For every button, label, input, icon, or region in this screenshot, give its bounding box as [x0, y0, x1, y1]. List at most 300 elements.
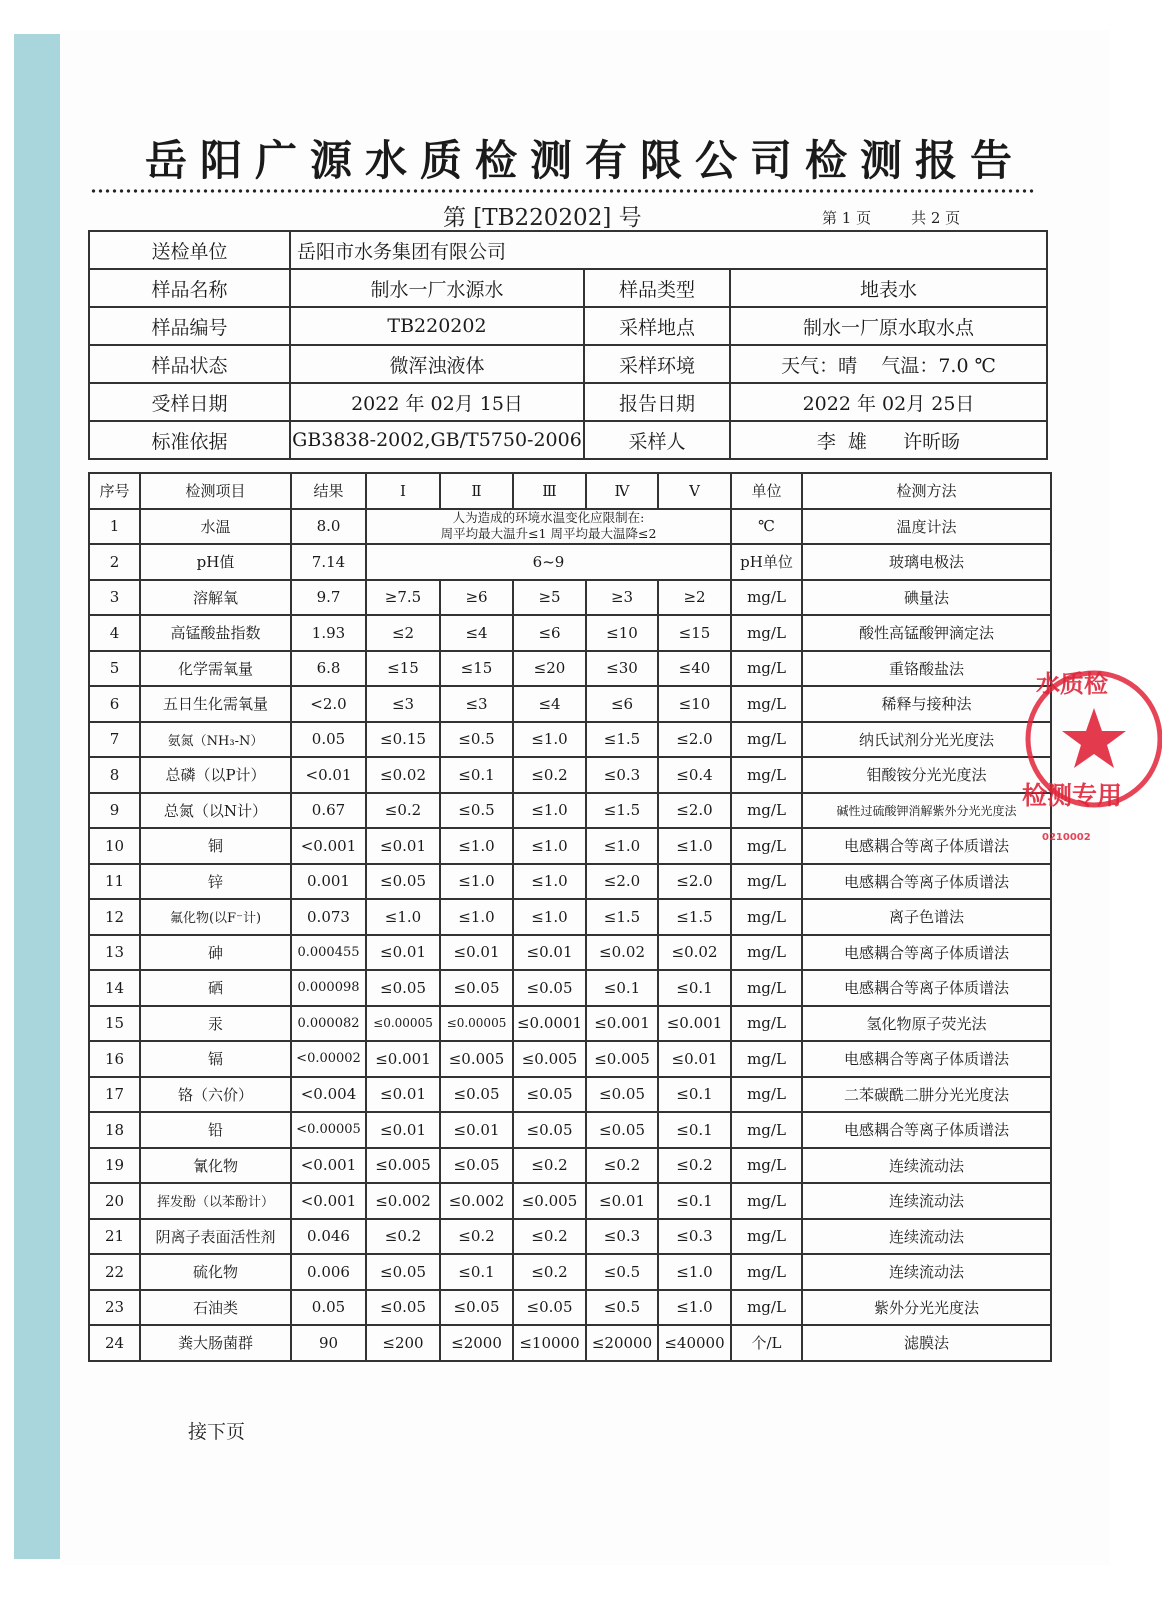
test-result: <0.00005 — [291, 1112, 366, 1148]
test-item: 五日生化需氧量 — [140, 686, 291, 722]
limit-class-1: ≤0.05 — [366, 1290, 440, 1326]
test-result: 0.006 — [291, 1254, 366, 1290]
unit: mg/L — [731, 864, 802, 900]
test-item: 粪大肠菌群 — [140, 1325, 291, 1361]
info-row — [89, 307, 1047, 345]
limit-class-2: ≤0.2 — [440, 1219, 513, 1255]
unit: mg/L — [731, 1006, 802, 1042]
limit-class-1: ≤0.01 — [366, 828, 440, 864]
test-item: 铅 — [140, 1112, 291, 1148]
row-number: 8 — [89, 757, 140, 793]
test-method: 电感耦合等离子体质谱法 — [802, 864, 1051, 900]
limit-class-1: ≤0.05 — [366, 1254, 440, 1290]
test-method: 电感耦合等离子体质谱法 — [802, 1041, 1051, 1077]
limit-class-1: ≤200 — [366, 1325, 440, 1361]
test-method: 纳氏试剂分光光度法 — [802, 722, 1051, 758]
test-result: <0.01 — [291, 757, 366, 793]
test-result: 0.05 — [291, 722, 366, 758]
unit: mg/L — [731, 1219, 802, 1255]
unit: mg/L — [731, 970, 802, 1006]
column-header: Ⅰ — [366, 473, 440, 509]
test-result: 0.073 — [291, 899, 366, 935]
limit-class-2: ≤0.05 — [440, 970, 513, 1006]
unit: mg/L — [731, 793, 802, 829]
scanner-edge-strip — [14, 34, 60, 1559]
table-row — [89, 1183, 1051, 1219]
unit: mg/L — [731, 1112, 802, 1148]
page-number: 第 1 页 — [822, 209, 872, 227]
limit-class-4: ≤0.2 — [586, 1148, 658, 1184]
column-header: Ⅲ — [513, 473, 586, 509]
test-item: 阴离子表面活性剂 — [140, 1219, 291, 1255]
limit-class-2: ≤4 — [440, 615, 513, 651]
limit-class-4: ≤0.005 — [586, 1041, 658, 1077]
limit-class-5: ≤1.0 — [658, 1290, 731, 1326]
table-row — [89, 793, 1051, 829]
info-label: 样品编号 — [89, 307, 290, 345]
limit-class-5: ≤0.01 — [658, 1041, 731, 1077]
info-row — [89, 269, 1047, 307]
limit-class-3: ≤1.0 — [513, 828, 586, 864]
limit-class-2: ≤2000 — [440, 1325, 513, 1361]
limit-class-2: ≤0.01 — [440, 935, 513, 971]
test-item: 氨氮（NH₃-N） — [140, 722, 291, 758]
test-item: 铬（六价） — [140, 1077, 291, 1113]
limit-class-2: ≤0.1 — [440, 1254, 513, 1290]
limit-class-4: ≤0.5 — [586, 1290, 658, 1326]
row-number: 16 — [89, 1041, 140, 1077]
test-method: 钼酸铵分光光度法 — [802, 757, 1051, 793]
limit-class-1: ≤0.2 — [366, 793, 440, 829]
page-total: 共 2 页 — [911, 209, 961, 227]
unit: mg/L — [731, 1077, 802, 1113]
limit-class-4: ≤0.01 — [586, 1183, 658, 1219]
test-item: 硫化物 — [140, 1254, 291, 1290]
test-method: 电感耦合等离子体质谱法 — [802, 935, 1051, 971]
test-method: 稀释与接种法 — [802, 686, 1051, 722]
limit-class-1: ≤0.00005 — [366, 1006, 440, 1042]
test-result: 0.67 — [291, 793, 366, 829]
info-label: 报告日期 — [584, 383, 730, 421]
info-value: 李 雄 许昕旸 — [730, 421, 1047, 459]
column-header: 序号 — [89, 473, 140, 509]
info-value: 微浑浊液体 — [290, 345, 584, 383]
table-row — [89, 828, 1051, 864]
test-result: 1.93 — [291, 615, 366, 651]
row-number: 17 — [89, 1077, 140, 1113]
row-number: 11 — [89, 864, 140, 900]
test-method: 玻璃电极法 — [802, 544, 1051, 580]
row-number: 2 — [89, 544, 140, 580]
limit-note — [366, 509, 731, 545]
limit-class-3: ≤0.05 — [513, 1290, 586, 1326]
info-label: 样品名称 — [89, 269, 290, 307]
limit-class-3: ≤0.01 — [513, 935, 586, 971]
limit-class-3: ≤0.0001 — [513, 1006, 586, 1042]
table-row — [89, 722, 1051, 758]
info-label: 采样环境 — [584, 345, 730, 383]
report-number: 第 [TB220202] 号 — [443, 205, 642, 231]
limit-class-5: ≤0.001 — [658, 1006, 731, 1042]
test-result: 0.000455 — [291, 935, 366, 971]
row-number: 6 — [89, 686, 140, 722]
limit-class-1: ≤3 — [366, 686, 440, 722]
limit-range: 6~9 — [366, 544, 731, 580]
limit-class-4: ≥3 — [586, 580, 658, 616]
limit-class-3: ≤1.0 — [513, 899, 586, 935]
test-item: 镉 — [140, 1041, 291, 1077]
limit-class-2: ≥6 — [440, 580, 513, 616]
test-result: 90 — [291, 1325, 366, 1361]
limit-class-1: ≤0.05 — [366, 970, 440, 1006]
row-number: 13 — [89, 935, 140, 971]
info-value: 2022 年 02月 15日 — [290, 383, 584, 421]
limit-class-1: ≤0.02 — [366, 757, 440, 793]
test-method: 氢化物原子荧光法 — [802, 1006, 1051, 1042]
limit-class-4: ≤30 — [586, 651, 658, 687]
limit-class-2: ≤1.0 — [440, 899, 513, 935]
table-row — [89, 1041, 1051, 1077]
limit-class-1: ≤0.01 — [366, 1077, 440, 1113]
limit-class-4: ≤0.05 — [586, 1112, 658, 1148]
table-row — [89, 686, 1051, 722]
unit: mg/L — [731, 615, 802, 651]
dotted-divider — [90, 188, 1035, 194]
table-row — [89, 1325, 1051, 1361]
row-number: 24 — [89, 1325, 140, 1361]
test-result: <0.00002 — [291, 1041, 366, 1077]
info-row — [89, 421, 1047, 459]
limit-class-5: ≤1.5 — [658, 899, 731, 935]
column-header: Ⅴ — [658, 473, 731, 509]
unit: mg/L — [731, 1290, 802, 1326]
test-result: 8.0 — [291, 509, 366, 545]
limit-class-4: ≤1.5 — [586, 793, 658, 829]
test-result: 0.000082 — [291, 1006, 366, 1042]
test-item: 总氮（以N计） — [140, 793, 291, 829]
info-value: 制水一厂原水取水点 — [730, 307, 1047, 345]
test-method: 连续流动法 — [802, 1219, 1051, 1255]
limit-class-5: ≤0.4 — [658, 757, 731, 793]
test-method: 酸性高锰酸钾滴定法 — [802, 615, 1051, 651]
limit-class-2: ≤0.1 — [440, 757, 513, 793]
limit-class-5: ≤0.02 — [658, 935, 731, 971]
continued-note: 接下页 — [188, 1421, 246, 1443]
limit-class-5: ≤1.0 — [658, 1254, 731, 1290]
limit-class-4: ≤1.0 — [586, 828, 658, 864]
limit-class-4: ≤0.05 — [586, 1077, 658, 1113]
info-value: 天气：晴 气温：7.0 ℃ — [730, 345, 1047, 383]
test-method: 连续流动法 — [802, 1148, 1051, 1184]
limit-class-5: ≤0.1 — [658, 1183, 731, 1219]
test-item: 硒 — [140, 970, 291, 1006]
row-number: 12 — [89, 899, 140, 935]
table-row — [89, 935, 1051, 971]
test-result: 7.14 — [291, 544, 366, 580]
limit-class-5: ≥2 — [658, 580, 731, 616]
results-table — [88, 472, 1052, 1362]
column-header: 检测方法 — [802, 473, 1051, 509]
limit-class-5: ≤0.3 — [658, 1219, 731, 1255]
unit: mg/L — [731, 580, 802, 616]
test-result: 6.8 — [291, 651, 366, 687]
row-number: 23 — [89, 1290, 140, 1326]
info-value: 地表水 — [730, 269, 1047, 307]
test-method: 碱性过硫酸钾消解紫外分光光度法 — [802, 793, 1051, 829]
limit-class-4: ≤0.02 — [586, 935, 658, 971]
limit-class-4: ≤0.3 — [586, 757, 658, 793]
test-result: 0.046 — [291, 1219, 366, 1255]
row-number: 1 — [89, 509, 140, 545]
limit-class-5: ≤15 — [658, 615, 731, 651]
seal-code: 0210002 — [1042, 832, 1091, 843]
limit-class-3: ≤6 — [513, 615, 586, 651]
info-value: 2022 年 02月 25日 — [730, 383, 1047, 421]
limit-class-3: ≤4 — [513, 686, 586, 722]
limit-class-2: ≤1.0 — [440, 864, 513, 900]
row-number: 3 — [89, 580, 140, 616]
row-number: 15 — [89, 1006, 140, 1042]
table-row — [89, 899, 1051, 935]
limit-class-1: ≤2 — [366, 615, 440, 651]
row-number: 7 — [89, 722, 140, 758]
official-seal — [1012, 632, 1162, 847]
limit-class-1: ≥7.5 — [366, 580, 440, 616]
limit-class-2: ≤3 — [440, 686, 513, 722]
test-result: 0.05 — [291, 1290, 366, 1326]
limit-class-1: ≤0.005 — [366, 1148, 440, 1184]
test-method: 滤膜法 — [802, 1325, 1051, 1361]
test-method: 重铬酸盐法 — [802, 651, 1051, 687]
limit-class-3: ≤0.2 — [513, 757, 586, 793]
test-result: 0.000098 — [291, 970, 366, 1006]
column-header: 结果 — [291, 473, 366, 509]
table-row — [89, 651, 1051, 687]
unit: mg/L — [731, 828, 802, 864]
info-value: TB220202 — [290, 307, 584, 345]
table-row — [89, 580, 1051, 616]
test-item: 汞 — [140, 1006, 291, 1042]
test-result: <0.001 — [291, 1183, 366, 1219]
test-item: 氰化物 — [140, 1148, 291, 1184]
test-method: 连续流动法 — [802, 1254, 1051, 1290]
row-number: 14 — [89, 970, 140, 1006]
limit-class-4: ≤20000 — [586, 1325, 658, 1361]
limit-class-2: ≤15 — [440, 651, 513, 687]
table-row — [89, 1077, 1051, 1113]
limit-class-5: ≤0.1 — [658, 970, 731, 1006]
row-number: 9 — [89, 793, 140, 829]
limit-class-2: ≤0.05 — [440, 1148, 513, 1184]
limit-class-2: ≤0.5 — [440, 793, 513, 829]
sample-info-table — [88, 230, 1048, 460]
test-result: <0.001 — [291, 828, 366, 864]
limit-class-4: ≤2.0 — [586, 864, 658, 900]
test-method: 电感耦合等离子体质谱法 — [802, 828, 1051, 864]
test-method: 二苯碳酰二肼分光光度法 — [802, 1077, 1051, 1113]
test-method: 电感耦合等离子体质谱法 — [802, 970, 1051, 1006]
limit-class-5: ≤2.0 — [658, 722, 731, 758]
limit-class-4: ≤6 — [586, 686, 658, 722]
column-header: 单位 — [731, 473, 802, 509]
unit: 个/L — [731, 1325, 802, 1361]
limit-class-3: ≤0.2 — [513, 1219, 586, 1255]
unit: mg/L — [731, 1148, 802, 1184]
limit-class-4: ≤10 — [586, 615, 658, 651]
test-result: <2.0 — [291, 686, 366, 722]
table-row — [89, 1006, 1051, 1042]
test-item: pH值 — [140, 544, 291, 580]
limit-class-2: ≤0.01 — [440, 1112, 513, 1148]
limit-class-5: ≤1.0 — [658, 828, 731, 864]
test-item: 溶解氧 — [140, 580, 291, 616]
test-method: 电感耦合等离子体质谱法 — [802, 1112, 1051, 1148]
limit-class-3: ≤1.0 — [513, 793, 586, 829]
table-row — [89, 970, 1051, 1006]
test-result: <0.001 — [291, 1148, 366, 1184]
info-label: 送检单位 — [89, 231, 290, 269]
row-number: 20 — [89, 1183, 140, 1219]
page-info — [822, 207, 960, 228]
limit-class-2: ≤0.00005 — [440, 1006, 513, 1042]
limit-class-3: ≥5 — [513, 580, 586, 616]
limit-class-5: ≤2.0 — [658, 864, 731, 900]
info-label: 受样日期 — [89, 383, 290, 421]
limit-class-1: ≤0.01 — [366, 935, 440, 971]
test-item: 总磷（以P计） — [140, 757, 291, 793]
test-item: 氟化物(以F⁻计) — [140, 899, 291, 935]
test-item: 砷 — [140, 935, 291, 971]
info-label: 采样地点 — [584, 307, 730, 345]
row-number: 22 — [89, 1254, 140, 1290]
limit-class-5: ≤0.1 — [658, 1077, 731, 1113]
row-number: 5 — [89, 651, 140, 687]
test-result: <0.004 — [291, 1077, 366, 1113]
limit-class-1: ≤0.001 — [366, 1041, 440, 1077]
info-row — [89, 383, 1047, 421]
test-item: 石油类 — [140, 1290, 291, 1326]
limit-class-2: ≤0.002 — [440, 1183, 513, 1219]
table-row — [89, 1148, 1051, 1184]
limit-class-3: ≤0.005 — [513, 1041, 586, 1077]
unit: mg/L — [731, 686, 802, 722]
limit-class-2: ≤0.5 — [440, 722, 513, 758]
limit-class-5: ≤40 — [658, 651, 731, 687]
test-method: 离子色谱法 — [802, 899, 1051, 935]
test-item: 高锰酸盐指数 — [140, 615, 291, 651]
limit-class-2: ≤1.0 — [440, 828, 513, 864]
unit: ℃ — [731, 509, 802, 545]
limit-class-3: ≤0.2 — [513, 1254, 586, 1290]
limit-class-4: ≤1.5 — [586, 899, 658, 935]
table-row — [89, 1219, 1051, 1255]
unit: pH单位 — [731, 544, 802, 580]
seal-star-icon — [1062, 708, 1126, 768]
limit-class-3: ≤20 — [513, 651, 586, 687]
unit: mg/L — [731, 899, 802, 935]
limit-class-4: ≤0.5 — [586, 1254, 658, 1290]
limit-class-1: ≤0.05 — [366, 864, 440, 900]
info-label: 采样人 — [584, 421, 730, 459]
limit-class-5: ≤0.2 — [658, 1148, 731, 1184]
test-method: 碘量法 — [802, 580, 1051, 616]
test-method: 紫外分光光度法 — [802, 1290, 1051, 1326]
limit-class-1: ≤0.2 — [366, 1219, 440, 1255]
info-row — [89, 231, 1047, 269]
limit-class-5: ≤0.1 — [658, 1112, 731, 1148]
table-row — [89, 864, 1051, 900]
table-row — [89, 1112, 1051, 1148]
limit-class-3: ≤0.05 — [513, 1077, 586, 1113]
info-label: 样品状态 — [89, 345, 290, 383]
unit: mg/L — [731, 935, 802, 971]
column-header: 检测项目 — [140, 473, 291, 509]
limit-class-1: ≤1.0 — [366, 899, 440, 935]
table-row — [89, 544, 1051, 580]
limit-class-1: ≤15 — [366, 651, 440, 687]
limit-note-line: 周平均最大温升≤1 周平均最大温降≤2 — [440, 526, 657, 542]
limit-class-5: ≤2.0 — [658, 793, 731, 829]
row-number: 19 — [89, 1148, 140, 1184]
limit-class-2: ≤0.05 — [440, 1290, 513, 1326]
limit-class-3: ≤0.05 — [513, 1112, 586, 1148]
column-header: Ⅱ — [440, 473, 513, 509]
test-item: 化学需氧量 — [140, 651, 291, 687]
table-row — [89, 757, 1051, 793]
limit-class-5: ≤40000 — [658, 1325, 731, 1361]
row-number: 21 — [89, 1219, 140, 1255]
limit-class-4: ≤1.5 — [586, 722, 658, 758]
table-row — [89, 1290, 1051, 1326]
limit-class-3: ≤0.005 — [513, 1183, 586, 1219]
limit-note-line: 人为造成的环境水温变化应限制在: — [452, 510, 645, 526]
unit: mg/L — [731, 722, 802, 758]
limit-class-4: ≤0.001 — [586, 1006, 658, 1042]
test-item: 水温 — [140, 509, 291, 545]
test-result: 9.7 — [291, 580, 366, 616]
limit-class-1: ≤0.002 — [366, 1183, 440, 1219]
limit-class-5: ≤10 — [658, 686, 731, 722]
limit-class-3: ≤1.0 — [513, 864, 586, 900]
unit: mg/L — [731, 1254, 802, 1290]
limit-class-4: ≤0.3 — [586, 1219, 658, 1255]
row-number: 4 — [89, 615, 140, 651]
test-item: 铜 — [140, 828, 291, 864]
info-value: 岳阳市水务集团有限公司 — [290, 231, 1047, 269]
limit-class-1: ≤0.15 — [366, 722, 440, 758]
table-row — [89, 1254, 1051, 1290]
limit-class-4: ≤0.1 — [586, 970, 658, 1006]
info-value: GB3838-2002,GB/T5750-2006 — [290, 421, 584, 459]
limit-class-3: ≤1.0 — [513, 722, 586, 758]
unit: mg/L — [731, 1041, 802, 1077]
test-item: 挥发酚（以苯酚计） — [140, 1183, 291, 1219]
limit-class-3: ≤0.05 — [513, 970, 586, 1006]
info-value: 制水一厂水源水 — [290, 269, 584, 307]
limit-class-3: ≤10000 — [513, 1325, 586, 1361]
test-method: 温度计法 — [802, 509, 1051, 545]
row-number: 10 — [89, 828, 140, 864]
seal-top-text: 水质检 — [1036, 670, 1108, 698]
test-item: 锌 — [140, 864, 291, 900]
limit-class-2: ≤0.005 — [440, 1041, 513, 1077]
row-number: 18 — [89, 1112, 140, 1148]
seal-bottom-text: 检测专用 — [1022, 781, 1123, 810]
header-row — [89, 473, 1051, 509]
unit: mg/L — [731, 757, 802, 793]
info-label: 标准依据 — [89, 421, 290, 459]
test-method: 连续流动法 — [802, 1183, 1051, 1219]
